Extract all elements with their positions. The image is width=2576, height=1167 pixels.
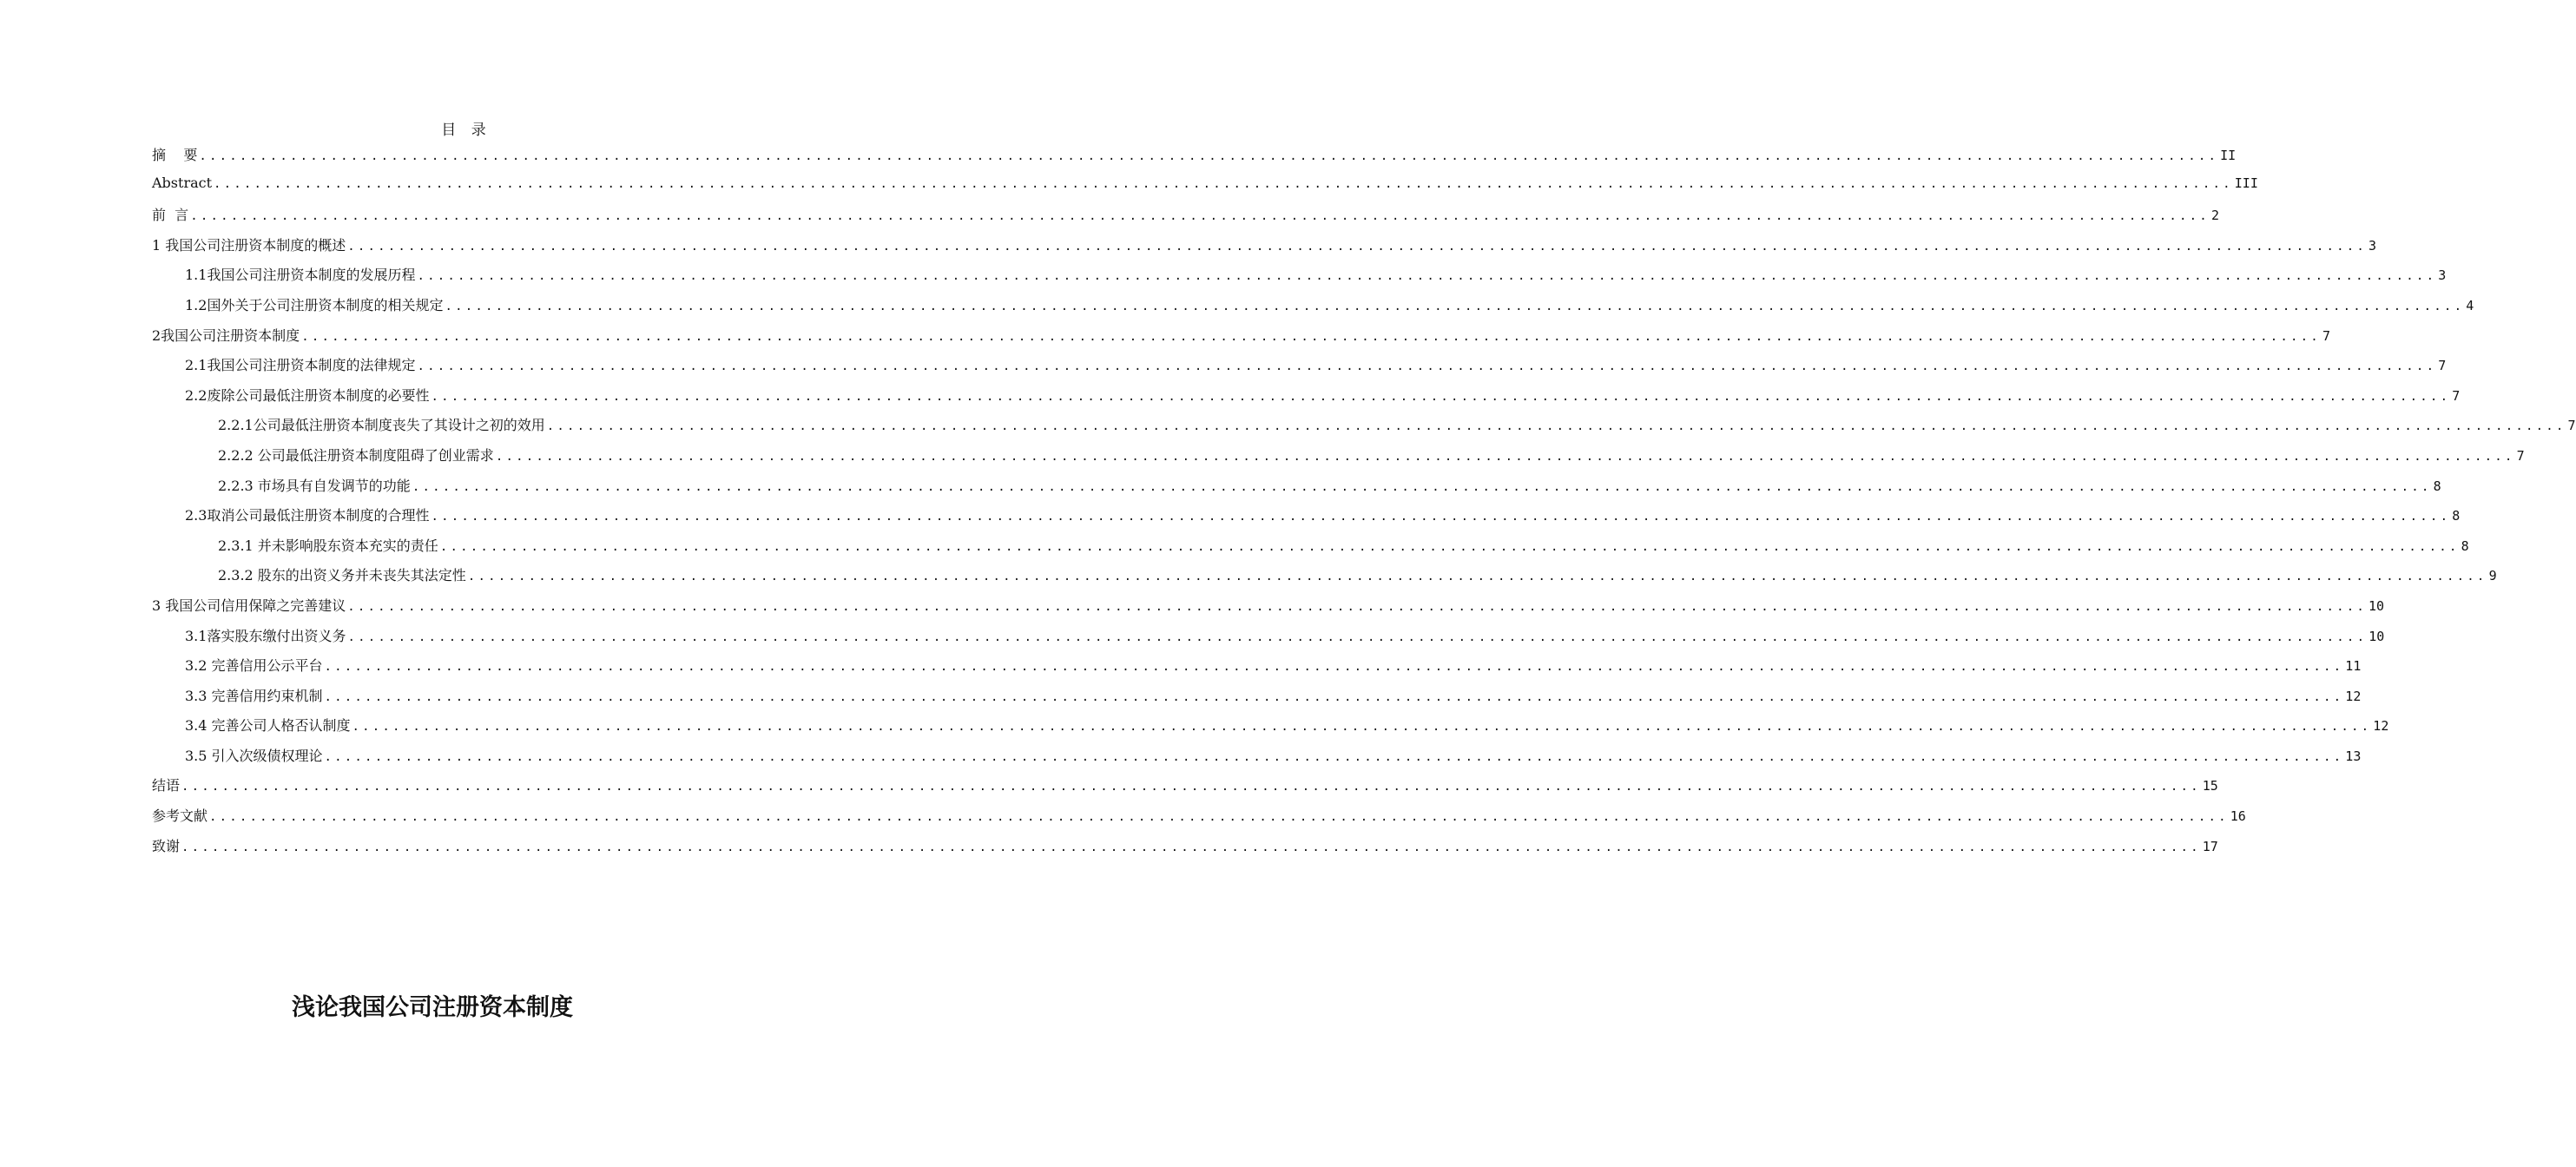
toc-entry-page-number: 7 [2567, 418, 2576, 434]
toc-dot-leader: ........................................................................................................................................................................................................ [352, 720, 2372, 735]
toc-entry-label: 摘 要 [152, 147, 198, 163]
toc-entry-label: 参考文献 [152, 808, 208, 825]
toc-entry[interactable] [152, 204, 2219, 234]
toc-entry-page-number: 7 [2516, 447, 2525, 464]
toc-dot-leader: ........................................................................................................................................................................................................ [347, 630, 2368, 644]
toc-dot-leader: ........................................................................................................................................................................................................ [190, 209, 2210, 224]
toc-entry-page-number: 11 [2345, 658, 2362, 675]
toc-dot-leader: ........................................................................................................................................................................................................ [324, 660, 2344, 675]
toc-entry-label: 2.2.2 公司最低注册资本制度阻碍了创业需求 [218, 446, 494, 464]
toc-entry-label: 致谢 [152, 837, 181, 854]
toc-entry-page-number: 10 [2368, 628, 2385, 644]
toc-entry[interactable] [152, 325, 2330, 355]
toc-entry-page-number: 13 [2345, 748, 2362, 764]
toc-entry-label: 2.3取消公司最低注册资本制度的合理性 [185, 507, 430, 524]
toc-entry-label: 1.1我国公司注册资本制度的发展历程 [185, 267, 416, 284]
toc-entry[interactable] [152, 445, 2525, 475]
toc-entry-label: 3.4 完善公司人格否认制度 [185, 717, 351, 735]
toc-entry[interactable] [152, 354, 2447, 385]
toc-entry-page-number: 10 [2368, 597, 2385, 614]
toc-dot-leader: ........................................................................................................................................................................................................ [324, 749, 2344, 764]
toc-entry[interactable] [152, 264, 2447, 294]
toc-entry-label: Abstract [152, 174, 213, 191]
toc-dot-leader: ........................................................................................................................................................................................................ [467, 570, 2487, 584]
toc-entry-page-number: 12 [2345, 688, 2362, 704]
toc-entry-label: 2我国公司注册资本制度 [152, 326, 300, 344]
toc-entry[interactable] [152, 595, 2385, 625]
toc-entry-page-number: 16 [2230, 808, 2246, 825]
toc-entry-page-number: 2 [2210, 208, 2219, 224]
toc-dot-leader: ........................................................................................................................................................................................................ [199, 149, 2219, 163]
toc-entry[interactable] [152, 234, 2377, 265]
toc-entry[interactable] [152, 414, 2576, 445]
toc-entry-page-number: 3 [2368, 237, 2377, 254]
toc-dot-leader: ........................................................................................................................................................................................................ [209, 810, 2229, 825]
toc-dot-leader: ........................................................................................................................................................................................................ [214, 176, 2233, 191]
toc-entry[interactable] [152, 685, 2362, 715]
document-title: 浅论我国公司注册资本制度 [292, 994, 573, 1021]
toc-entry-page-number: 17 [2202, 838, 2218, 854]
toc-entry-page-number: II [2220, 148, 2237, 163]
toc-entry-label: 2.2.3 市场具有自发调节的功能 [218, 477, 411, 494]
toc-entry-page-number: 8 [2433, 478, 2441, 494]
toc-entry-page-number: 12 [2373, 718, 2389, 735]
toc-dot-leader: ........................................................................................................................................................................................................ [324, 689, 2344, 704]
toc-entry-page-number: 9 [2488, 568, 2497, 584]
toc-entry[interactable] [152, 625, 2385, 656]
toc-entry-page-number: 7 [2322, 327, 2330, 344]
toc-entry[interactable] [152, 805, 2246, 835]
toc-dot-leader: ........................................................................................................................................................................................................ [347, 599, 2368, 614]
toc-dot-leader: ........................................................................................................................................................................................................ [181, 780, 2201, 794]
toc-entry-label: 2.2.1公司最低注册资本制度丧失了其设计之初的效用 [218, 417, 545, 434]
toc-entry-label: 3 我国公司信用保障之完善建议 [152, 597, 346, 614]
toc-entry-label: 3.5 引入次级债权理论 [185, 747, 323, 764]
toc-entry[interactable] [152, 294, 2474, 325]
toc-entry-label: 2.3.2 股东的出资义务并未丧失其法定性 [218, 567, 466, 584]
toc-entry-page-number: 8 [2461, 537, 2469, 554]
toc-entry-label: 1.2国外关于公司注册资本制度的相关规定 [185, 296, 444, 313]
toc-dot-leader: ........................................................................................................................................................................................................ [347, 239, 2368, 254]
toc-entry[interactable] [152, 475, 2441, 505]
toc-entry-page-number: 7 [2452, 387, 2461, 404]
toc-entry-label: 2.3.1 并未影响股东资本充实的责任 [218, 537, 438, 554]
toc-dot-leader: ........................................................................................................................................................................................................ [431, 389, 2451, 404]
toc-entry-label: 2.2废除公司最低注册资本制度的必要性 [185, 386, 430, 404]
toc-entry-label: 1 我国公司注册资本制度的概述 [152, 236, 346, 254]
toc-entry[interactable] [152, 745, 2362, 775]
toc-entry-label: 3.2 完善信用公示平台 [185, 657, 323, 675]
toc-title: 目 录 [441, 122, 491, 139]
table-of-contents [152, 144, 2576, 865]
toc-entry[interactable] [152, 775, 2218, 805]
toc-dot-leader: ........................................................................................................................................................................................................ [495, 449, 2515, 464]
toc-entry-label: 3.3 完善信用约束机制 [185, 687, 323, 704]
toc-dot-leader: ........................................................................................................................................................................................................ [412, 479, 2432, 494]
toc-entry-page-number: 8 [2452, 508, 2461, 524]
toc-entry[interactable] [152, 715, 2389, 745]
toc-dot-leader: ........................................................................................................................................................................................................ [417, 359, 2437, 374]
toc-dot-leader: ........................................................................................................................................................................................................ [445, 299, 2465, 313]
toc-entry[interactable] [152, 655, 2362, 685]
toc-entry[interactable] [152, 174, 2258, 205]
toc-entry-label: 3.1落实股东缴付出资义务 [185, 627, 346, 644]
toc-dot-leader: ........................................................................................................................................................................................................ [546, 419, 2566, 434]
toc-entry-label: 结语 [152, 777, 181, 794]
toc-entry[interactable] [152, 504, 2461, 535]
toc-dot-leader: ........................................................................................................................................................................................................ [181, 840, 2201, 854]
toc-dot-leader: ........................................................................................................................................................................................................ [301, 329, 2321, 344]
toc-entry-page-number: 15 [2202, 778, 2218, 794]
toc-dot-leader: ........................................................................................................................................................................................................ [431, 510, 2451, 524]
toc-dot-leader: ........................................................................................................................................................................................................ [417, 269, 2437, 284]
toc-entry[interactable] [152, 385, 2461, 415]
toc-entry-label: 前 言 [152, 207, 189, 224]
toc-entry-page-number: 7 [2438, 358, 2447, 374]
toc-entry-page-number: III [2234, 175, 2258, 191]
toc-entry-label: 2.1我国公司注册资本制度的法律规定 [185, 357, 416, 374]
toc-entry[interactable] [152, 535, 2469, 565]
toc-entry[interactable] [152, 835, 2218, 866]
toc-entry[interactable] [152, 564, 2497, 595]
toc-entry[interactable] [152, 144, 2237, 175]
toc-entry-page-number: 4 [2466, 297, 2474, 313]
toc-entry-page-number: 3 [2438, 267, 2447, 284]
toc-dot-leader: ........................................................................................................................................................................................................ [439, 539, 2460, 554]
